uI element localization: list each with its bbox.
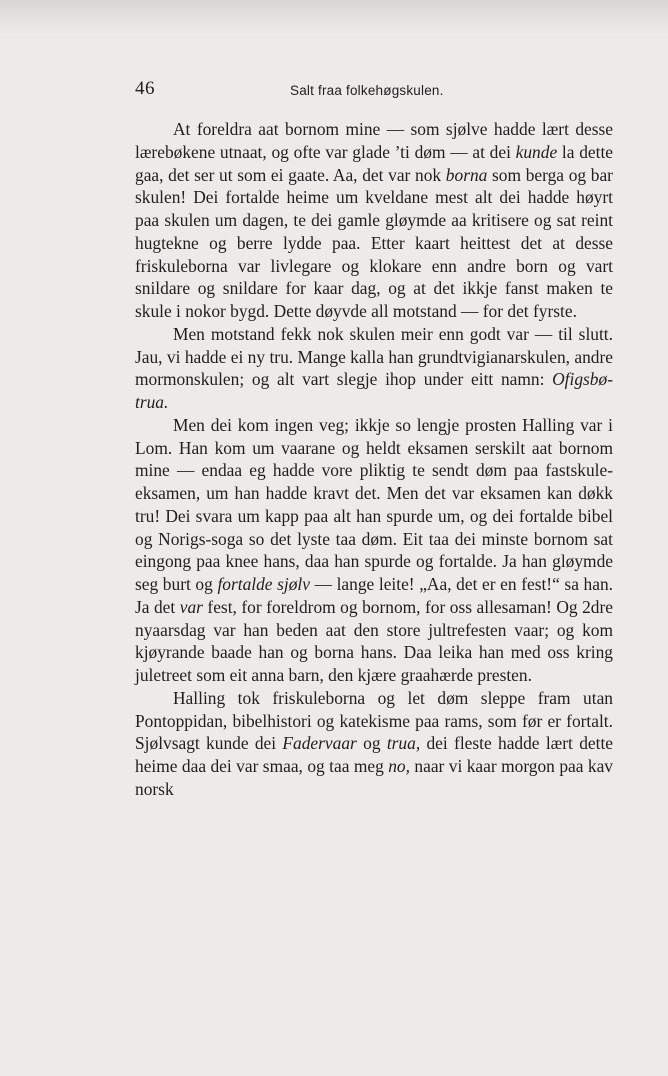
paragraph xyxy=(135,118,613,323)
italic-text: kunde xyxy=(515,141,558,162)
text-run: og xyxy=(356,733,387,754)
italic-text: trua, xyxy=(386,733,421,754)
text-run: At foreldra aat bornom mine — som sjølve hadde lært desse lærebøkene utnaat, og ofte var glade ’ti døm — at dei xyxy=(135,119,613,162)
italic-text: Fadervaar xyxy=(282,733,357,754)
body-text xyxy=(135,118,613,801)
text-run: fest, for foreldrom og bornom, for oss allesaman! Og 2dre nyaarsdag var han beden aat den store jultrefesten vaar; og kom kjøyrande baade han og borna hans. Daa leika han med oss kring juletreet som eit anna barn, den kjære graahærde presten. xyxy=(135,596,613,685)
text-run: dei fleste hadde lært dette heime daa dei var smaa, og taa meg xyxy=(135,733,613,776)
text-run: la dette gaa, det ser ut som ei gaate. Aa, det var nok xyxy=(135,141,613,185)
running-head: Salt fraa folkehøgskulen. xyxy=(290,83,444,98)
italic-text: borna xyxy=(445,164,488,185)
text-run: Men dei kom ingen veg; ikkje so lengje prosten Halling var i Lom. Han kom um vaarane og heldt eksamen serskilt aat bornom mine — endaa eg hadde vore pliktig te sendt døm paa fastskule-eksamen, um han hadde kravt det. Men det var eksamen kan døkk tru! Dei svara um kapp paa alt han spurde um, og dei fortalde bibel og Norigs-soga so det lyste taa døm. Eit taa dei minste bornom sat eingong paa knee hans, daa han spurde og fortalde. Ja han gløymde seg burt og xyxy=(135,414,613,594)
italic-text: Ofigsbø-trua. xyxy=(135,369,613,412)
page-number: 46 xyxy=(135,78,155,99)
text-run: Men motstand fekk nok skulen meir enn godt var — til slutt. Jau, vi hadde ei ny tru. Mange kalla han grundtvigianarskulen, andre mormonskulen; og alt vart slegje ihop under eitt namn: xyxy=(135,323,613,390)
italic-text: no, xyxy=(388,756,410,776)
text-run: — lange leite! „Aa, det er en fest!“ sa han. Ja det xyxy=(135,574,613,617)
italic-text: fortalde sjølv xyxy=(217,574,310,594)
paragraph xyxy=(135,323,613,414)
paragraph xyxy=(135,687,613,801)
italic-text: var xyxy=(179,596,203,617)
text-run: Halling tok friskuleborna og let døm sleppe fram utan Pontoppidan, bibelhistori og katekisme paa rams, som før er fortalt. Sjølvsagt kunde dei xyxy=(135,687,613,754)
paragraph xyxy=(135,414,613,687)
text-run: naar vi kaar morgon paa kav norsk xyxy=(135,756,613,799)
page-header xyxy=(135,78,613,104)
text-run: som berga og bar skulen! Dei fortalde heime um kveldane mest alt dei hadde høyrt paa skulen um dagen, te dei gamle gløymde aa kritisere og sat reint hugtekne og berre lydde paa. Etter kaart heittest det at desse friskuleborna var livlegare og klokare enn andre born og vart snildare og snildare for kaar dag, og at det ikkje fanst maken te skule i nokor bygd. Dette døyvde all motstand — for det fyrste. xyxy=(135,164,613,321)
